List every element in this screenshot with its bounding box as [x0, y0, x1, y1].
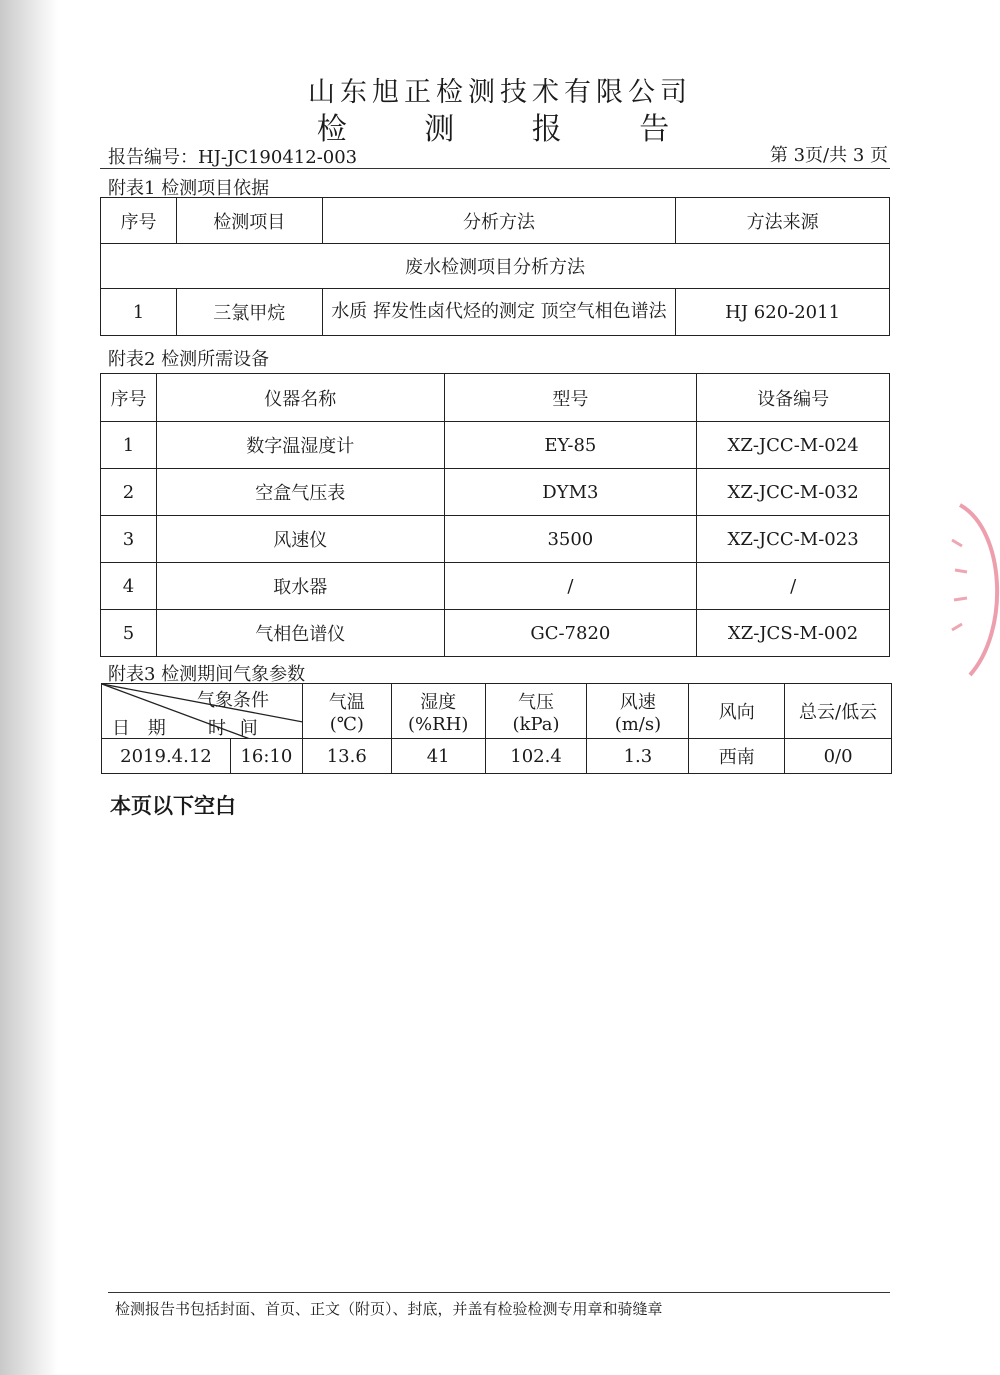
header-line1: 风向 — [718, 702, 755, 723]
diagonal-corner-cell — [102, 684, 303, 739]
header-line1: 气压 — [518, 691, 555, 713]
header-cell — [587, 684, 689, 739]
footer-rule — [108, 1292, 890, 1293]
header-cell — [689, 684, 785, 739]
table-header-row — [102, 684, 892, 739]
scan-edge-shadow — [0, 0, 58, 1375]
header-cell — [391, 684, 485, 739]
table1-caption: 附表1 检测项目依据 — [108, 178, 270, 199]
table-row — [102, 739, 892, 774]
cell-instrument: 数字温湿度计 — [156, 422, 444, 469]
cell-model: EY-85 — [444, 422, 697, 469]
cell-model: DYM3 — [444, 469, 697, 516]
table-row — [101, 469, 890, 516]
cell-equipment-id: XZ-JCS-M-002 — [697, 610, 890, 657]
report-number: 报告编号：HJ-JC190412-003 — [108, 147, 358, 168]
weather-table — [101, 683, 892, 774]
cell-index: 4 — [101, 563, 157, 610]
table3-caption: 附表3 检测期间气象参数 — [108, 664, 306, 685]
header-line1: 总云/低云 — [799, 702, 878, 723]
header-cell: 检测项目 — [176, 198, 322, 244]
table-header-row — [101, 374, 890, 422]
header-cell — [785, 684, 892, 739]
cell-index: 5 — [101, 610, 157, 657]
header-unit: (m/s) — [614, 713, 662, 735]
header-cell: 分析方法 — [322, 198, 676, 244]
section-title: 废水检测项目分析方法 — [101, 244, 890, 289]
header-cell: 序号 — [101, 198, 177, 244]
header-unit: (%RH) — [407, 713, 469, 735]
report-title: 检 测 报 告 — [316, 112, 704, 147]
company-name: 山东旭正检测技术有限公司 — [308, 77, 692, 108]
header-line1: 湿度 — [420, 691, 457, 713]
cell-index: 1 — [101, 422, 157, 469]
cell-instrument: 风速仪 — [156, 516, 444, 563]
cell-model: / — [444, 563, 697, 610]
table-row — [101, 422, 890, 469]
seal-stamp-icon — [930, 500, 1000, 680]
header-cell: 设备编号 — [697, 374, 890, 422]
cell-wind-direction: 西南 — [689, 739, 785, 774]
footer-note: 检测报告书包括封面、首页、正文（附页）、封底，并盖有检验检测专用章和骑缝章 — [115, 1300, 663, 1318]
cell-index: 3 — [101, 516, 157, 563]
section-row — [101, 244, 890, 289]
header-rule — [100, 168, 890, 169]
cell-humidity: 41 — [391, 739, 485, 774]
cell-model: 3500 — [444, 516, 697, 563]
table-row — [101, 516, 890, 563]
corner-left-label: 日 期 — [112, 718, 172, 739]
cell-instrument: 空盒气压表 — [156, 469, 444, 516]
corner-top-label: 气象条件 — [197, 690, 269, 711]
cell-instrument: 气相色谱仪 — [156, 610, 444, 657]
header-unit: (℃) — [329, 713, 364, 735]
cell-instrument: 取水器 — [156, 563, 444, 610]
table-row — [101, 289, 890, 336]
header-cell — [302, 684, 391, 739]
cell-time: 16:10 — [230, 739, 302, 774]
cell-item: 三氯甲烷 — [176, 289, 322, 336]
cell-equipment-id: XZ-JCC-M-023 — [697, 516, 890, 563]
method-basis-table — [100, 197, 890, 336]
table2-caption: 附表2 检测所需设备 — [108, 349, 270, 370]
header-line1: 气温 — [328, 691, 365, 713]
cell-wind-speed: 1.3 — [587, 739, 689, 774]
header-line1: 风速 — [619, 691, 656, 713]
header-unit: (kPa) — [512, 713, 560, 735]
header-cell: 序号 — [101, 374, 157, 422]
cell-date: 2019.4.12 — [102, 739, 231, 774]
page-number: 第 3页/共 3 页 — [769, 145, 888, 166]
header-cell: 型号 — [444, 374, 697, 422]
cell-pressure: 102.4 — [485, 739, 587, 774]
cell-temperature: 13.6 — [302, 739, 391, 774]
header-cell — [485, 684, 587, 739]
cell-method: 水质 挥发性卤代烃的测定 顶空气相色谱法 — [322, 289, 676, 336]
table-row — [101, 563, 890, 610]
blank-page-note: 本页以下空白 — [110, 794, 236, 818]
cell-equipment-id: / — [697, 563, 890, 610]
cell-cloud-cover: 0/0 — [785, 739, 892, 774]
cell-index: 2 — [101, 469, 157, 516]
cell-source: HJ 620-2011 — [676, 289, 890, 336]
header-cell: 方法来源 — [676, 198, 890, 244]
corner-right-label: 时 间 — [208, 718, 262, 739]
table-row — [101, 610, 890, 657]
header-cell: 仪器名称 — [156, 374, 444, 422]
cell-equipment-id: XZ-JCC-M-032 — [697, 469, 890, 516]
cell-model: GC-7820 — [444, 610, 697, 657]
cell-index: 1 — [101, 289, 177, 336]
table-header-row — [101, 198, 890, 244]
equipment-table — [100, 373, 890, 657]
cell-equipment-id: XZ-JCC-M-024 — [697, 422, 890, 469]
